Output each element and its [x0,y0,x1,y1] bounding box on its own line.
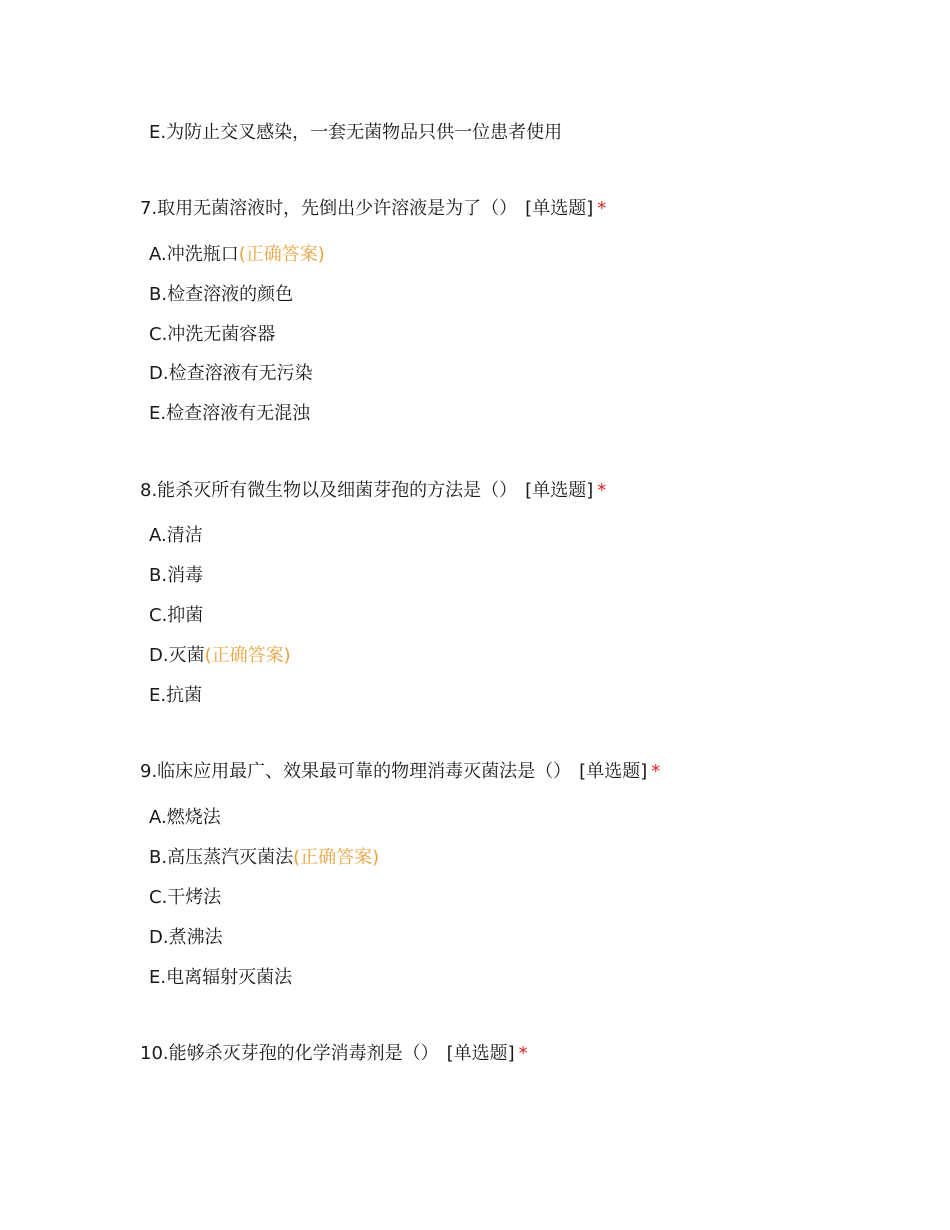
option-text: C.抑菌 [149,605,204,626]
option-8b [149,564,203,588]
question-9-title [140,760,660,784]
option-9d [149,926,223,950]
option-7e [149,402,310,426]
correct-answer-tag: (正确答案) [238,244,325,265]
option-8a [149,524,203,548]
question-type: [单选题] [446,1043,515,1064]
option-7b [149,283,293,307]
required-star: * [518,1043,528,1064]
question-7-title [140,197,606,221]
option-text: D.灭菌 [149,645,205,666]
question-type: [单选题] [525,480,594,501]
option-text: A.冲洗瓶口 [149,244,239,265]
option-text: B.高压蒸汽灭菌法 [149,847,294,868]
option-text: E.电离辐射灭菌法 [149,967,293,988]
option-text: C.干烤法 [149,887,222,908]
option-text: E.为防止交叉感染，一套无菌物品只供一位患者使用 [149,122,563,143]
option-prev-e [149,121,562,145]
option-7c [149,323,275,347]
required-star: * [651,761,661,782]
option-7a [149,243,325,267]
question-text: 7.取用无菌溶液时，先倒出少许溶液是为了（） [140,198,518,219]
required-star: * [597,198,607,219]
option-text: B.检查溶液的颜色 [149,284,294,305]
option-text: A.清洁 [149,525,203,546]
option-8d [149,644,291,668]
question-text: 10.能够杀灭芽孢的化学消毒剂是（） [140,1043,439,1064]
question-8-title [140,479,606,503]
option-text: A.燃烧法 [149,807,221,828]
required-star: * [597,480,607,501]
option-text: E.检查溶液有无混浊 [149,403,311,424]
question-text: 9.临床应用最广、效果最可靠的物理消毒灭菌法是（） [140,761,572,782]
option-8e [149,684,202,708]
option-9e [149,966,292,990]
correct-answer-tag: (正确答案) [204,645,291,666]
question-10-title [140,1042,528,1066]
option-text: D.检查溶液有无污染 [149,363,313,384]
option-9c [149,886,221,910]
question-type: [单选题] [525,198,594,219]
option-9b [149,846,379,870]
option-text: B.消毒 [149,565,204,586]
question-text: 8.能杀灭所有微生物以及细菌芽孢的方法是（） [140,480,518,501]
option-text: D.煮沸法 [149,927,223,948]
option-text: E.抗菌 [149,685,203,706]
option-text: C.冲洗无菌容器 [149,324,276,345]
correct-answer-tag: (正确答案) [293,847,380,868]
option-7d [149,362,313,386]
option-9a [149,806,221,830]
question-type: [单选题] [579,761,648,782]
option-8c [149,604,203,628]
